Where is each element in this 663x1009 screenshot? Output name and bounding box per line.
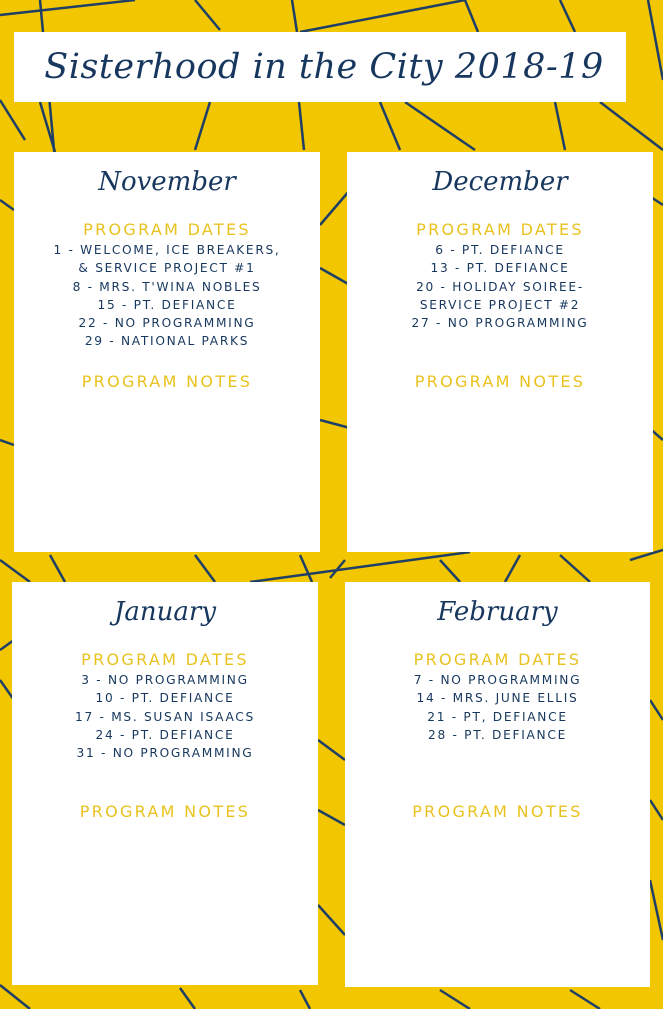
program-dates-list: [14, 241, 320, 351]
month-card-january: [12, 582, 318, 985]
month-title: December: [432, 167, 568, 197]
program-notes-heading: PROGRAM NOTES: [81, 372, 253, 391]
list-item: 14 - MRS. JUNE ELLIS: [416, 691, 579, 706]
list-item: 15 - PT. DEFIANCE: [97, 297, 237, 312]
month-title: November: [98, 167, 236, 197]
program-dates-list: [345, 671, 650, 744]
program-dates-list: [12, 671, 318, 762]
list-item: 3 - NO PROGRAMMING: [81, 673, 249, 687]
month-title: January: [113, 597, 217, 627]
month-card-february: [345, 582, 650, 987]
month-card-november: [14, 152, 320, 552]
program-notes-heading: PROGRAM NOTES: [414, 372, 586, 391]
list-item: 8 - MRS. T'WINA NOBLES: [72, 279, 262, 294]
program-dates-heading: PROGRAM DATES: [413, 650, 582, 669]
page-title: Sisterhood in the City 2018-19: [44, 47, 604, 87]
list-item: 6 - PT. DEFIANCE: [435, 243, 565, 257]
program-dates-heading: PROGRAM DATES: [83, 220, 251, 239]
list-item: 13 - PT. DEFIANCE: [430, 261, 570, 276]
list-item: SERVICE PROJECT #2: [419, 297, 581, 312]
month-title: February: [437, 597, 558, 627]
list-item: 1 - WELCOME, ICE BREAKERS,: [53, 243, 281, 257]
list-item: & SERVICE PROJECT #1: [78, 261, 256, 276]
list-item: 27 - NO PROGRAMMING: [411, 316, 589, 331]
list-item: 20 - HOLIDAY SOIREE-: [416, 279, 584, 294]
program-notes-heading: PROGRAM NOTES: [412, 802, 583, 821]
list-item: 10 - PT. DEFIANCE: [95, 691, 235, 706]
program-dates-heading: PROGRAM DATES: [81, 650, 249, 669]
list-item: 31 - NO PROGRAMMING: [76, 746, 254, 761]
program-dates-list: [347, 241, 653, 332]
list-item: 28 - PT. DEFIANCE: [427, 727, 567, 742]
program-notes-heading: PROGRAM NOTES: [79, 802, 251, 821]
list-item: 29 - NATIONAL PARKS: [84, 334, 250, 349]
title-banner: [14, 32, 626, 102]
month-card-december: [347, 152, 653, 552]
program-dates-heading: PROGRAM DATES: [416, 220, 584, 239]
list-item: 22 - NO PROGRAMMING: [78, 316, 256, 331]
list-item: 17 - MS. SUSAN ISAACS: [75, 709, 255, 724]
list-item: 24 - PT. DEFIANCE: [95, 727, 235, 742]
list-item: 7 - NO PROGRAMMING: [413, 673, 582, 687]
list-item: 21 - PT, DEFIANCE: [427, 709, 568, 724]
